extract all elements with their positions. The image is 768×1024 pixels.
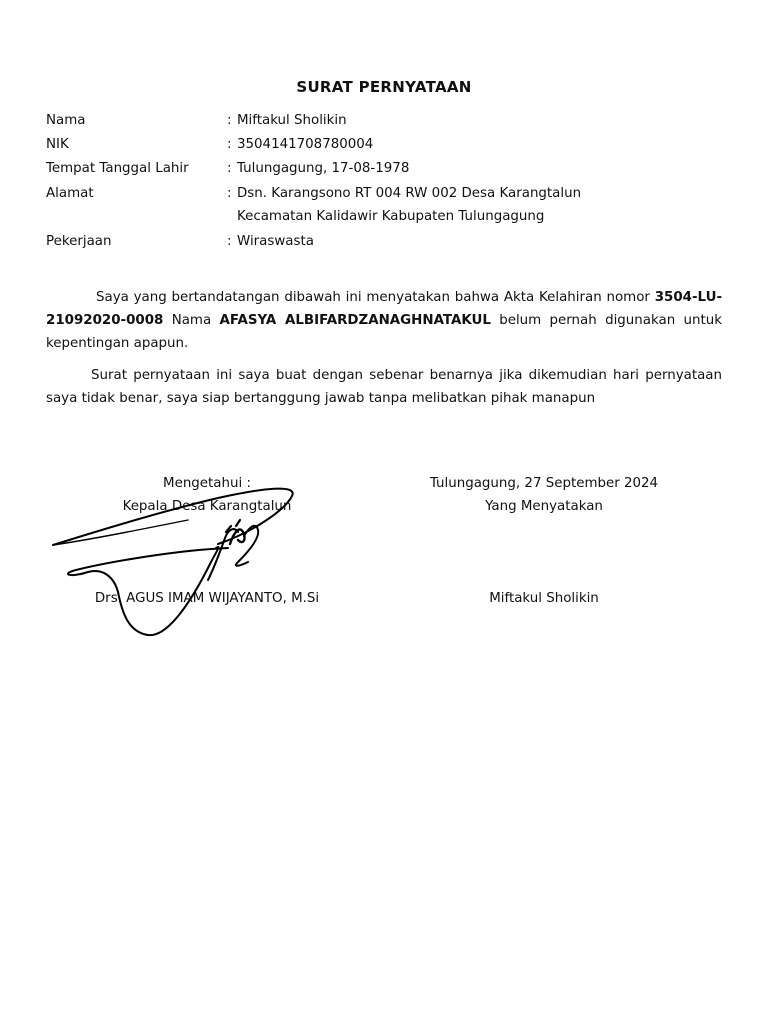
field-colon: :: [227, 137, 232, 152]
handwritten-signature: [48, 482, 298, 642]
field-colon: :: [227, 161, 232, 176]
field-value: Wiraswasta: [237, 234, 314, 249]
field-colon: :: [227, 234, 232, 249]
field-label: Alamat: [46, 186, 94, 201]
closing-paragraph: Surat pernyataan ini saya buat dengan sebenar benarnya jika dikemudian hari pernyataan saya tidak benar, saya siap bertanggung jawab tanpa melibatkan pihak manapun: [46, 368, 722, 406]
statement-text-3: belum pernah digunakan untuk kepentingan apapun.: [46, 313, 722, 351]
sign-left-position: Kepala Desa Karangtalun: [122, 499, 292, 514]
sign-right-place-date: Tulungagung, 27 September 2024: [429, 476, 659, 491]
certificate-number: 3504-LU-21092020-0008: [46, 290, 722, 328]
statement-paragraph: [46, 286, 722, 355]
field-alamat-line2: Kecamatan Kalidawir Kabupaten Tulungagung: [237, 209, 545, 224]
statement-text-2: Nama: [163, 313, 220, 328]
document-title: SURAT PERNYATAAN: [296, 78, 472, 96]
field-label: Pekerjaan: [46, 234, 112, 249]
field-colon: :: [227, 186, 232, 201]
field-label: Tempat Tanggal Lahir: [46, 161, 189, 176]
field-value: 3504141708780004: [237, 137, 374, 152]
field-value: Dsn. Karangsono RT 004 RW 002 Desa Karangtalun: [237, 186, 582, 201]
field-label: NIK: [46, 137, 69, 152]
sign-right-name: Miftakul Sholikin: [489, 591, 599, 606]
field-label: Nama: [46, 113, 86, 128]
field-value: Miftakul Sholikin: [237, 113, 347, 128]
field-value: Tulungagung, 17-08-1978: [237, 161, 410, 176]
child-name: AFASYA ALBIFARDZANAGHNATAKUL: [219, 313, 491, 328]
sign-left-caption: Mengetahui :: [163, 476, 251, 491]
sign-right-caption: Yang Menyatakan: [485, 499, 603, 514]
sign-left-name: Drs. AGUS IMAM WIJAYANTO, M.Si: [94, 591, 320, 606]
statement-text-1: Saya yang bertandatangan dibawah ini menyatakan bahwa Akta Kelahiran nomor: [96, 290, 655, 305]
field-colon: :: [227, 113, 232, 128]
